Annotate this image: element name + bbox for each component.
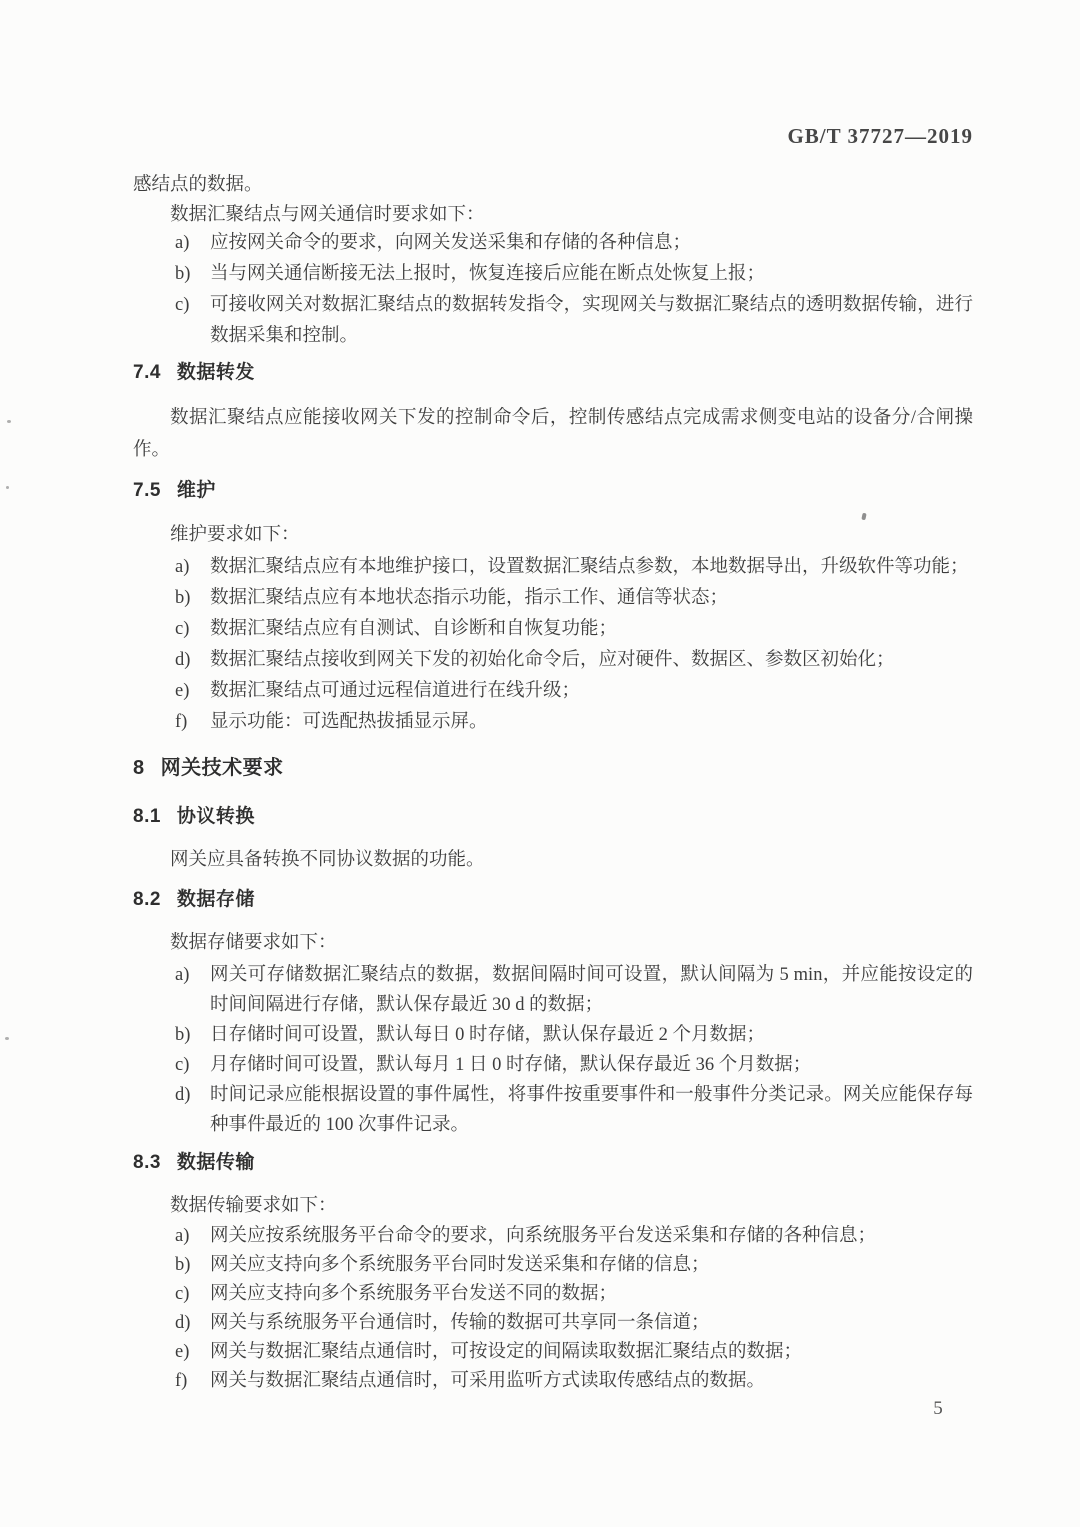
list-item-label: e) xyxy=(175,681,190,701)
list-item-text: 数据汇聚结点应有自测试、自诊断和自恢复功能； xyxy=(210,619,618,639)
list-item-label: e) xyxy=(175,1342,190,1362)
list-item-label: d) xyxy=(175,1313,191,1333)
clause-number: 7.4 xyxy=(133,362,161,383)
list-item xyxy=(133,552,973,583)
clause-paragraph-7-4: 数据汇聚结点应能接收网关下发的控制命令后，控制传感结点完成需求侧变电站的设备分/合闸操作。 xyxy=(133,408,973,460)
list-item-label: a) xyxy=(175,233,190,253)
clause-list-8-3 xyxy=(133,1222,973,1396)
clause-lead-8-3: 数据传输要求如下： xyxy=(170,1196,337,1216)
list-item-label: b) xyxy=(175,1025,191,1045)
list-item xyxy=(133,1367,973,1396)
list-item-text: 应按网关命令的要求，向网关发送采集和存储的各种信息； xyxy=(210,233,692,253)
list-item-label: c) xyxy=(175,1284,190,1304)
list-item-text: 时间记录应能根据设置的事件属性，将事件按重要事件和一般事件分类记录。网关应能保存每种事件最近的 100 次事件记录。 xyxy=(210,1085,973,1135)
list-item-label: f) xyxy=(175,712,188,732)
list-item-text: 数据汇聚结点应有本地状态指示功能，指示工作、通信等状态； xyxy=(210,588,729,608)
clause-number: 8.3 xyxy=(133,1152,161,1173)
list-item xyxy=(133,290,973,352)
list-item-label: a) xyxy=(175,965,190,985)
list-item xyxy=(133,1338,973,1367)
list-item xyxy=(133,1020,973,1050)
clause-title: 维护 xyxy=(176,480,216,501)
list-item-text: 网关与数据汇聚结点通信时，可按设定的间隔读取数据汇聚结点的数据； xyxy=(210,1342,803,1362)
list-item xyxy=(133,614,973,645)
list-item-text: 数据汇聚结点接收到网关下发的初始化命令后，应对硬件、数据区、参数区初始化； xyxy=(210,650,895,670)
intro-list xyxy=(133,228,973,352)
scan-speck xyxy=(6,486,9,489)
clause-heading-8-2 xyxy=(133,887,973,913)
clause-number: 8.2 xyxy=(133,889,161,910)
clause-title: 数据存储 xyxy=(176,889,255,910)
list-item-text: 网关与数据汇聚结点通信时，可采用监听方式读取传感结点的数据。 xyxy=(210,1371,766,1391)
scan-speck xyxy=(5,1037,9,1040)
list-item-text: 显示功能：可选配热拔插显示屏。 xyxy=(210,712,488,732)
list-item-text: 网关应支持向多个系统服务平台发送不同的数据； xyxy=(210,1284,618,1304)
clause-lead-7-5: 维护要求如下： xyxy=(170,525,300,545)
list-item-text: 网关应按系统服务平台命令的要求，向系统服务平台发送采集和存储的各种信息； xyxy=(210,1226,877,1246)
chapter-title: 网关技术要求 xyxy=(160,757,284,779)
clause-heading-8-3 xyxy=(133,1150,973,1176)
clause-number: 8.1 xyxy=(133,806,161,827)
list-item-text: 数据汇聚结点应有本地维护接口，设置数据汇聚结点参数，本地数据导出，升级软件等功能； xyxy=(210,557,969,577)
clause-heading-8-1 xyxy=(133,804,973,830)
list-item xyxy=(133,583,973,614)
list-item-label: d) xyxy=(175,1085,191,1105)
doc-code-header: GB/T 37727—2019 xyxy=(787,124,973,148)
list-item xyxy=(133,960,973,1020)
list-item-label: a) xyxy=(175,557,190,577)
list-item-label: d) xyxy=(175,650,191,670)
page-number: 5 xyxy=(933,1398,943,1419)
list-item-label: b) xyxy=(175,264,191,284)
list-item-text: 月存储时间可设置，默认每月 1 日 0 时存储，默认保存最近 36 个月数据； xyxy=(210,1055,812,1075)
clause-list-8-2 xyxy=(133,960,973,1140)
list-item xyxy=(133,228,973,259)
list-item-text: 网关应支持向多个系统服务平台同时发送采集和存储的信息； xyxy=(210,1255,710,1275)
intro-lead: 数据汇聚结点与网关通信时要求如下： xyxy=(170,205,485,225)
clause-lead-8-2: 数据存储要求如下： xyxy=(170,933,337,953)
clause-title: 数据转发 xyxy=(176,362,255,383)
list-item xyxy=(133,1251,973,1280)
list-item-label: c) xyxy=(175,1055,190,1075)
list-item xyxy=(133,259,973,290)
clause-title: 协议转换 xyxy=(176,806,255,827)
list-item-text: 网关与系统服务平台通信时，传输的数据可共享同一条信道； xyxy=(210,1313,710,1333)
clause-title: 数据传输 xyxy=(176,1152,255,1173)
chapter-heading-8 xyxy=(133,755,973,781)
list-item xyxy=(133,707,973,738)
list-item-text: 日存储时间可设置，默认每日 0 时存储，默认保存最近 2 个月数据； xyxy=(210,1025,766,1045)
list-item xyxy=(133,645,973,676)
list-item-label: f) xyxy=(175,1371,188,1391)
clause-heading-7-5 xyxy=(133,478,973,504)
list-item xyxy=(133,1050,973,1080)
list-item-text: 数据汇聚结点可通过远程信道进行在线升级； xyxy=(210,681,581,701)
list-item-text: 可接收网关对数据汇聚结点的数据转发指令，实现网关与数据汇聚结点的透明数据传输，进行数据采集和控制。 xyxy=(210,295,973,346)
clause-paragraph-8-1: 网关应具备转换不同协议数据的功能。 xyxy=(170,850,485,870)
clause-number: 7.5 xyxy=(133,480,161,501)
list-item-text: 网关可存储数据汇聚结点的数据，数据间隔时间可设置，默认间隔为 5 min，并应能按设定的时间间隔进行存储，默认保存最近 30 d 的数据； xyxy=(210,965,973,1015)
list-item xyxy=(133,1222,973,1251)
paragraph-continuation: 感结点的数据。 xyxy=(133,175,263,195)
clause-heading-7-4 xyxy=(133,360,973,386)
list-item-label: c) xyxy=(175,619,190,639)
list-item xyxy=(133,1280,973,1309)
chapter-number: 8 xyxy=(133,757,145,779)
clause-list-7-5 xyxy=(133,552,973,738)
scan-speck xyxy=(7,420,11,423)
list-item-label: b) xyxy=(175,1255,191,1275)
list-item xyxy=(133,676,973,707)
list-item-label: b) xyxy=(175,588,191,608)
list-item-label: a) xyxy=(175,1226,190,1246)
list-item xyxy=(133,1309,973,1338)
list-item xyxy=(133,1080,973,1140)
list-item-label: c) xyxy=(175,295,190,315)
list-item-text: 当与网关通信断接无法上报时，恢复连接后应能在断点处恢复上报； xyxy=(210,264,766,284)
